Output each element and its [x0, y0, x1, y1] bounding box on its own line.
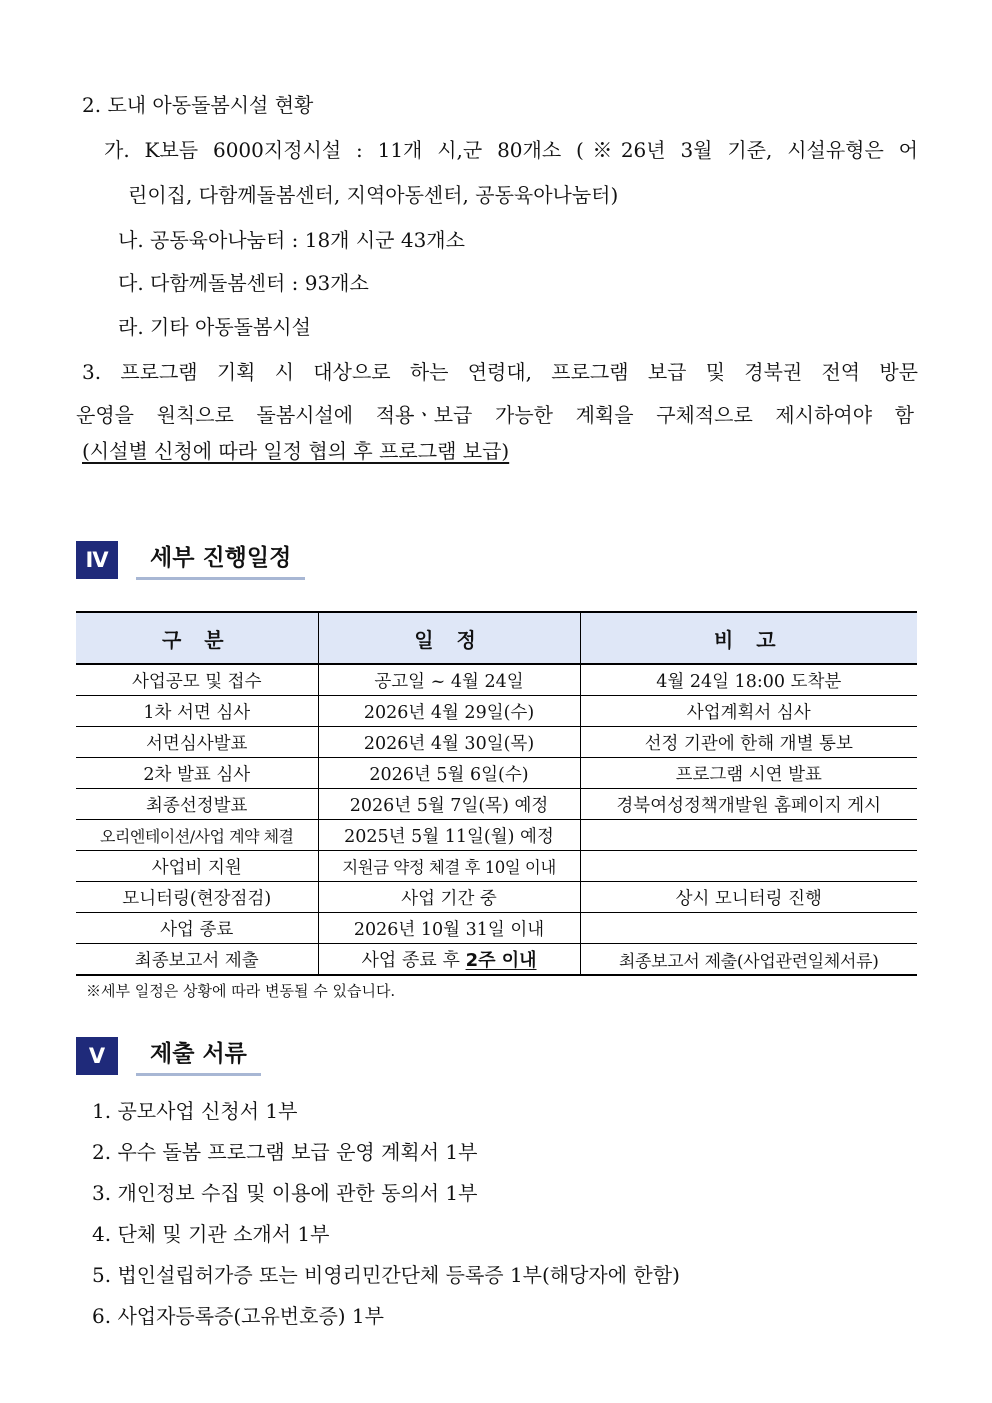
- row-remarks: 경북여성정책개발원 홈페이지 게시: [580, 789, 917, 820]
- table-row: [76, 913, 917, 944]
- list-item: 3. 개인정보 수집 및 이용에 관한 동의서 1부: [92, 1181, 478, 1205]
- row-remarks: 최종보고서 제출(사업관련일체서류): [580, 944, 917, 976]
- row-category: 최종보고서 제출: [76, 944, 318, 976]
- section-5-title: 제출 서류: [136, 1037, 261, 1076]
- status-item-ra: 라. 기타 아동돌봄시설: [118, 315, 311, 339]
- program-line2: 운영을 원칙으로 돌봄시설에 적용ㆍ보급 가능한 계획을 구체적으로 제시하여야 함: [76, 403, 914, 427]
- section-4-title: 세부 진행일정: [136, 541, 305, 580]
- row-remarks: 상시 모니터링 진행: [580, 882, 917, 913]
- row-category: 2차 발표 심사: [76, 758, 318, 789]
- list-item: 2. 우수 돌봄 프로그램 보급 운영 계획서 1부: [92, 1140, 478, 1164]
- table-row: [76, 696, 917, 727]
- list-item: 6. 사업자등록증(고유번호증) 1부: [92, 1304, 384, 1328]
- row-schedule: 2026년 10월 31일 이내: [318, 913, 580, 944]
- row-schedule: 2026년 5월 7일(목) 예정: [318, 789, 580, 820]
- row-remarks: [580, 820, 917, 851]
- row-remarks: 프로그램 시연 발표: [580, 758, 917, 789]
- row-category: 사업 종료: [76, 913, 318, 944]
- list-item: 5. 법인설립허가증 또는 비영리민간단체 등록증 1부(해당자에 한함): [92, 1263, 680, 1287]
- row-remarks: 4월 24일 18:00 도착분: [580, 664, 917, 696]
- row-category: 사업공모 및 접수: [76, 664, 318, 696]
- header-schedule: 일 정: [318, 612, 580, 664]
- row-category: 최종선정발표: [76, 789, 318, 820]
- row-schedule: 공고일 ~ 4월 24일: [318, 664, 580, 696]
- row-schedule: 사업 기간 중: [318, 882, 580, 913]
- schedule-table: [76, 611, 917, 976]
- row-category: 오리엔테이션/사업 계약 체결: [76, 820, 318, 851]
- table-row: [76, 727, 917, 758]
- header-remarks: 비 고: [580, 612, 917, 664]
- program-line1: 3. 프로그램 기획 시 대상으로 하는 연령대, 프로그램 보급 및 경북권 전역 방문: [82, 360, 918, 384]
- schedule-header-row: [76, 612, 917, 664]
- row-remarks: 사업계획서 심사: [580, 696, 917, 727]
- row-remarks: [580, 851, 917, 882]
- row-schedule: 2026년 5월 6일(수): [318, 758, 580, 789]
- table-row: [76, 789, 917, 820]
- row-schedule: 지원금 약정 체결 후 10일 이내: [318, 851, 580, 882]
- section-4-numeral: Ⅳ: [76, 541, 118, 579]
- status-heading: 2. 도내 아동돌봄시설 현황: [82, 93, 314, 117]
- row-schedule-emphasis: 2주 이내: [465, 950, 537, 971]
- table-row: [76, 882, 917, 913]
- status-item-da: 다. 다함께돌봄센터 : 93개소: [118, 271, 369, 295]
- table-row: [76, 944, 917, 976]
- header-category: 구 분: [76, 612, 318, 664]
- row-schedule-prefix: 사업 종료 후: [361, 950, 466, 971]
- row-remarks: 선정 기관에 한해 개별 통보: [580, 727, 917, 758]
- list-item: 4. 단체 및 기관 소개서 1부: [92, 1222, 330, 1246]
- status-item-ga-line2: 린이집, 다함께돌봄센터, 지역아동센터, 공동육아나눔터): [128, 183, 619, 207]
- row-category: 서면심사발표: [76, 727, 318, 758]
- status-item-ga-line1: 가. K보듬 6000지정시설 : 11개 시,군 80개소 (※26년 3월 기준, 시설유형은 어: [104, 138, 918, 162]
- schedule-note: ※세부 일정은 상황에 따라 변동될 수 있습니다.: [86, 982, 396, 1000]
- table-row: [76, 820, 917, 851]
- row-schedule: 2026년 4월 30일(목): [318, 727, 580, 758]
- row-category: 모니터링(현장점검): [76, 882, 318, 913]
- table-row: [76, 851, 917, 882]
- status-item-na: 나. 공동육아나눔터 : 18개 시군 43개소: [118, 228, 465, 252]
- row-category: 1차 서면 심사: [76, 696, 318, 727]
- table-row: [76, 758, 917, 789]
- row-schedule: 2026년 4월 29일(수): [318, 696, 580, 727]
- row-remarks: [580, 913, 917, 944]
- row-schedule: 2025년 5월 11일(월) 예정: [318, 820, 580, 851]
- table-row: [76, 664, 917, 696]
- row-category: 사업비 지원: [76, 851, 318, 882]
- section-5-numeral: Ⅴ: [76, 1037, 118, 1075]
- program-line3: (시설별 신청에 따라 일정 협의 후 프로그램 보급): [82, 439, 510, 463]
- list-item: 1. 공모사업 신청서 1부: [92, 1099, 298, 1123]
- row-schedule: [318, 944, 580, 976]
